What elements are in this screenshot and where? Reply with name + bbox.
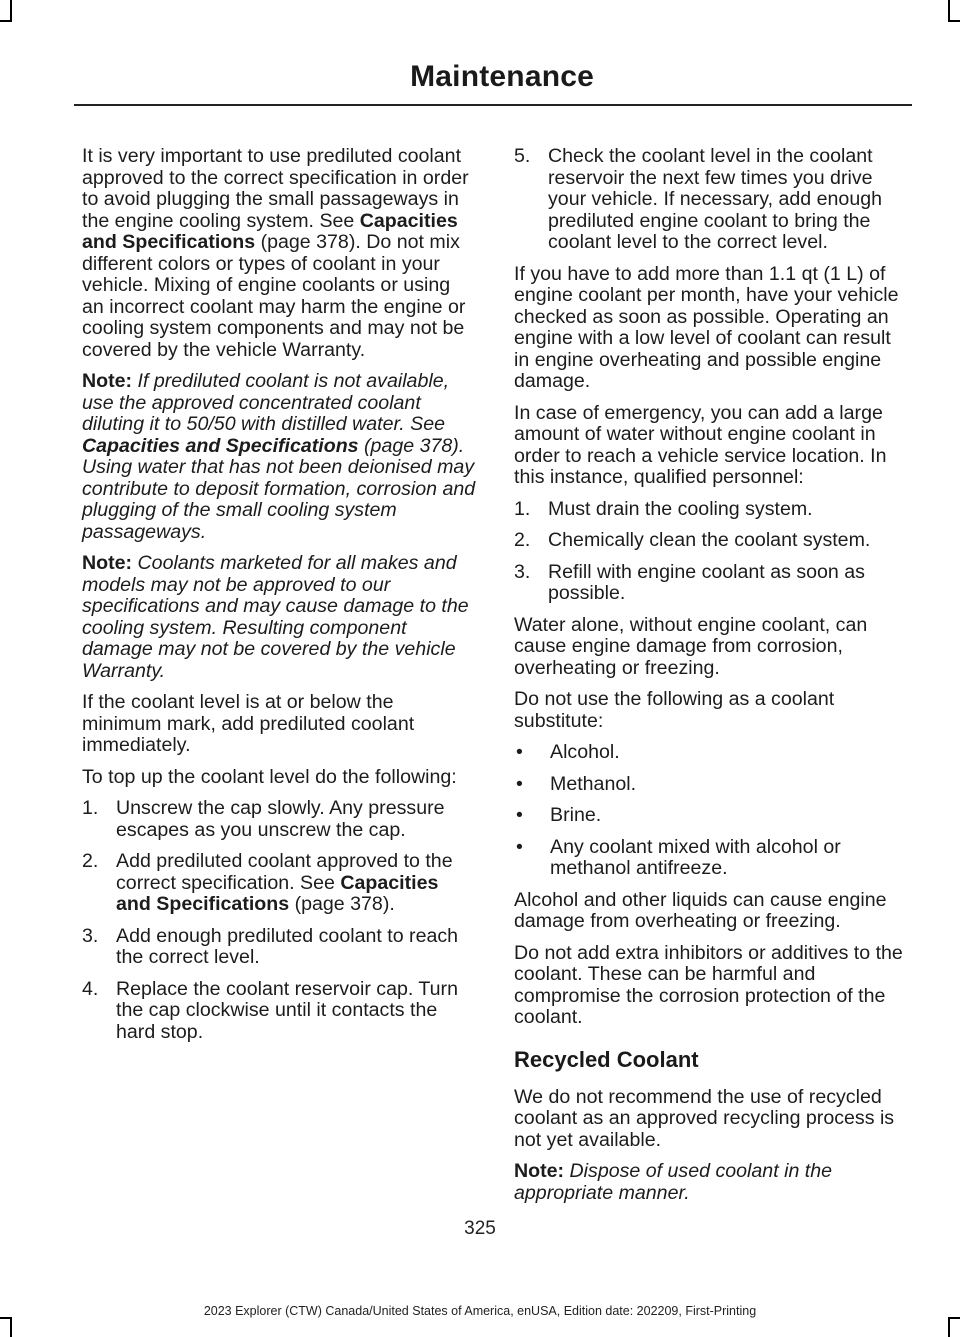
paragraph-alcohol-liquids: Alcohol and other liquids can cause engine damage from overheating or freezing. [514, 888, 887, 932]
list-item: • Methanol. [516, 772, 637, 795]
paragraph-coolant-spec: It is very important to use prediluted coolant approved to the correct specification in order to avoid plugging the small passageways in the engine cooling system. See Capacities and Specifications (page 378). Do not mix different colors or types of coolant in your vehicle. Mixing of engine coolants or using an incorrect coolant may harm the engine or cooling system components and may not be covered by the vehicle Warranty. [82, 145, 469, 361]
list-item: • Any coolant mixed with alcohol or methanol antifreeze. [516, 835, 841, 879]
crop-mark [948, 20, 960, 22]
note-label: Note: [82, 552, 133, 574]
list-item: • Alcohol. [516, 741, 620, 763]
crop-mark [10, 0, 12, 22]
note-label: Note: [514, 1160, 565, 1182]
list-item: 3. Refill with engine coolant as soon as possible. [514, 560, 865, 604]
substitute-list [514, 742, 908, 880]
capacities-link[interactable]: Capacities and Specifications [116, 871, 439, 915]
emergency-steps [514, 499, 908, 605]
paragraph-substitute-intro: Do not use the following as a coolant substitute: [514, 688, 835, 732]
list-item: 1. Must drain the cooling system. [514, 497, 813, 520]
footer-edition: 2023 Explorer (CTW) Canada/United States of America, enUSA, Edition date: 202209, First-Printing [203, 1304, 757, 1318]
paragraph-inhibitors: Do not add extra inhibitors or additives to the coolant. These can be harmful and compromise the corrosion protection of the coolant. [514, 941, 903, 1028]
bullet-icon: • [516, 804, 523, 826]
note-prediluted: Note: If prediluted coolant is not available, use the approved concentrated coolant diluting it to 50/50 with distilled water. See Capacities and Specifications (page 378). Using water that has not been deionised may contribute to deposit formation, corrosion and plugging of the small cooling system passageways. [82, 370, 476, 543]
paragraph-top-up-intro: To top up the coolant level do the following: [82, 765, 457, 788]
paragraph-minimum-mark: If the coolant level is at or below the minimum mark, add prediluted coolant immediately. [82, 691, 415, 756]
page-title: Maintenance [410, 60, 594, 93]
paragraph-emergency: In case of emergency, you can add a large amount of water without engine coolant in order to reach a vehicle service location. In this instance, qualified personnel: [514, 401, 887, 488]
capacities-link[interactable]: Capacities and Specifications [82, 209, 458, 253]
list-item: 2. Add prediluted coolant approved to the correct specification. See Capacities and Specifications (page 378). [82, 850, 453, 915]
crop-mark [948, 0, 950, 22]
header-divider [74, 104, 912, 106]
left-column [82, 146, 476, 1053]
top-up-steps-continued [514, 146, 908, 254]
capacities-link[interactable]: Capacities and Specifications [82, 434, 359, 457]
top-up-steps [82, 798, 476, 1043]
list-item: 4. Replace the coolant reservoir cap. Turn the cap clockwise until it contacts the hard stop. [82, 977, 458, 1043]
bullet-icon: • [516, 835, 523, 858]
section-heading: Recycled Coolant [514, 1046, 699, 1072]
bullet-icon: • [516, 772, 523, 795]
list-item: • Brine. [516, 804, 602, 826]
crop-mark [948, 1317, 950, 1337]
list-item: 1. Unscrew the cap slowly. Any pressure escapes as you unscrew the cap. [82, 797, 445, 841]
paragraph-coolant-consumption: If you have to add more than 1.1 qt (1 L) of engine coolant per month, have your vehicle checked as soon as possible. Operating an engine with a low level of coolant can result in engine overheating and possible engine damage. [514, 262, 899, 392]
note-label: Note: [82, 370, 133, 392]
note-coolants-marketed: Note: Coolants marketed for all makes and models may not be approved to our specifications and may cause damage to the cooling system. Resulting component damage may not be covered by the vehicle Warranty. [82, 552, 469, 682]
bullet-icon: • [516, 741, 523, 763]
paragraph-recycled: We do not recommend the use of recycled coolant as an approved recycling process is not yet available. [514, 1085, 895, 1151]
list-item: 2. Chemically clean the coolant system. [514, 529, 871, 551]
page-number: 325 [464, 1218, 496, 1239]
crop-mark [10, 1317, 12, 1337]
right-column [514, 146, 908, 1214]
crop-mark [0, 20, 12, 22]
list-item: 3. Add enough prediluted coolant to reach the correct level. [82, 924, 459, 968]
note-dispose: Note: Dispose of used coolant in the appropriate manner. [514, 1160, 833, 1204]
paragraph-water-alone: Water alone, without engine coolant, can cause engine damage from corrosion, overheating or freezing. [514, 613, 868, 679]
list-item: 5. Check the coolant level in the coolant reservoir the next few times you drive your vehicle. If necessary, add enough prediluted engine coolant to bring the coolant level to the correct level. [514, 145, 883, 253]
